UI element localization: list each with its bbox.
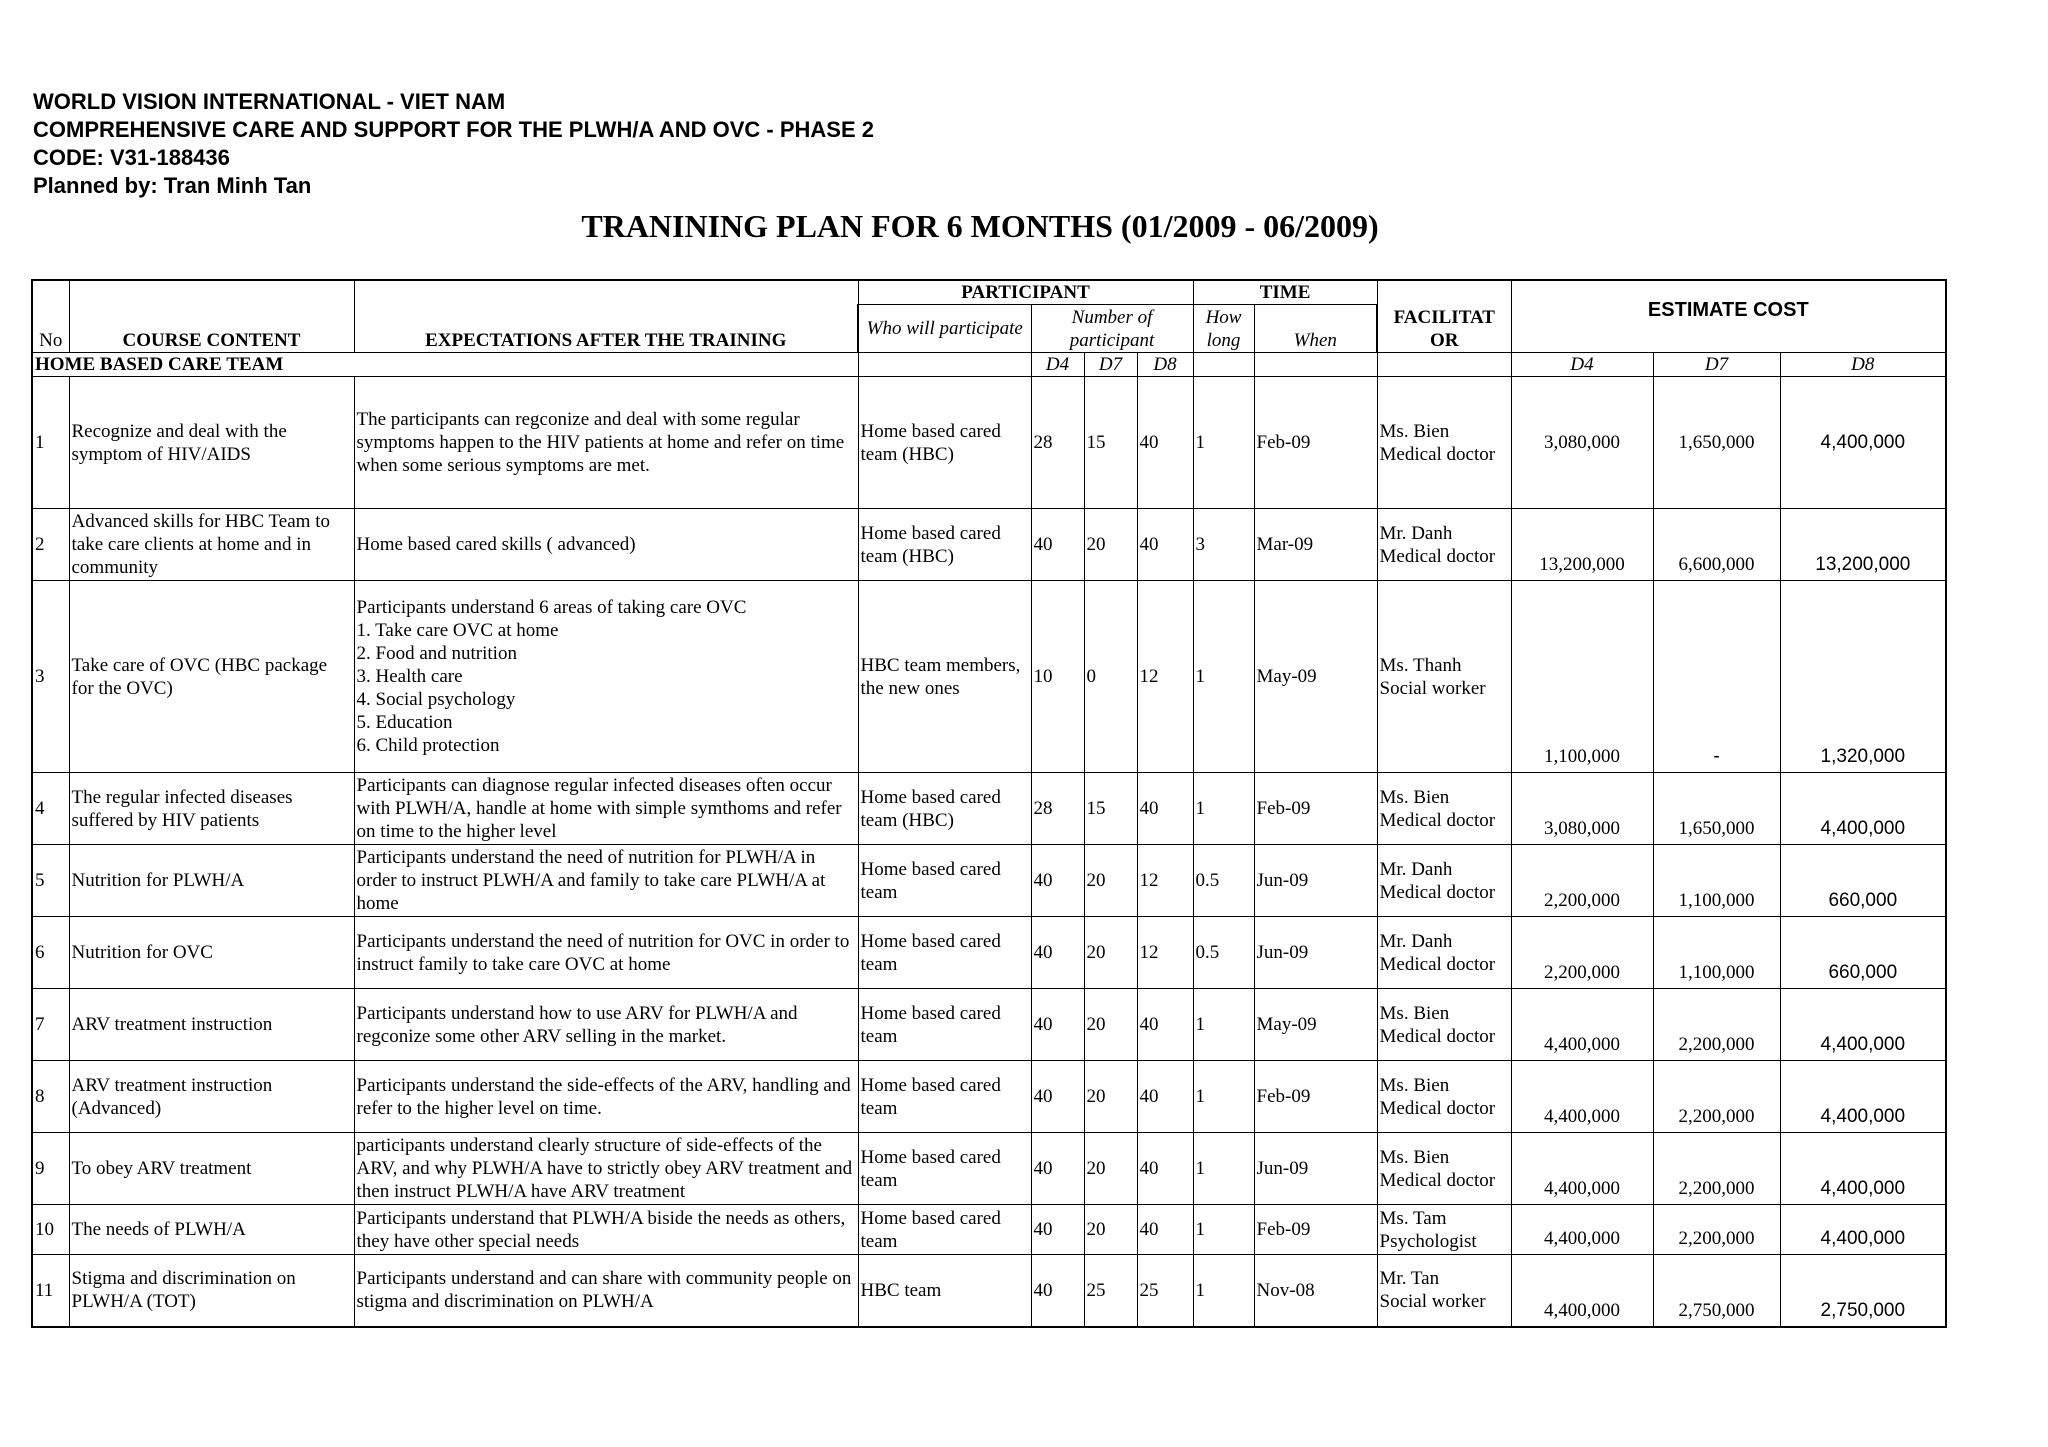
empty-cell: [1254, 353, 1377, 377]
expectation-line: Participants understand 6 areas of taking care OVC: [356, 597, 747, 618]
col-no-header: No: [32, 280, 69, 353]
expectation-line: 3. Health care: [356, 666, 463, 687]
row-facilitator: [1377, 1255, 1511, 1327]
page-title: TRANINING PLAN FOR 6 MONTHS (01/2009 - 06/2009): [581, 208, 1379, 244]
row-course: To obey ARV treatment: [69, 1133, 354, 1205]
row-how-long: 3: [1193, 509, 1254, 581]
row-cost-d8: 13,200,000: [1780, 509, 1946, 581]
row-d4: 40: [1031, 509, 1084, 581]
row-who: Home based cared team: [858, 917, 1031, 989]
table-row: [32, 377, 1946, 509]
row-cost-d8: 4,400,000: [1780, 1061, 1946, 1133]
row-d8: 40: [1137, 377, 1193, 509]
row-when: Jun-09: [1254, 845, 1377, 917]
planned-by: Planned by: Tran Minh Tan: [33, 173, 312, 198]
facilitator-line: Medical doctor: [1379, 443, 1496, 465]
row-expectations: Participants understand the need of nutrition for PLWH/A in order to instruct PLWH/A and family to take care PLWH/A at home: [354, 845, 858, 917]
table-row: [32, 989, 1946, 1061]
row-d8: 40: [1137, 509, 1193, 581]
row-cost-d4: 4,400,000: [1511, 1205, 1653, 1255]
row-who: Home based cared team: [858, 989, 1031, 1061]
row-cost-d7: 1,100,000: [1653, 845, 1780, 917]
table-row: [32, 1133, 1946, 1205]
project-code: CODE: V31-188436: [33, 145, 230, 170]
row-expectations: [354, 581, 858, 773]
col-expectations-header: EXPECTATIONS AFTER THE TRAINING: [354, 280, 858, 353]
row-cost-d4: 3,080,000: [1511, 773, 1653, 845]
row-cost-d4: 2,200,000: [1511, 917, 1653, 989]
row-facilitator: [1377, 1133, 1511, 1205]
row-facilitator: [1377, 773, 1511, 845]
facilitator-line: Medical doctor: [1379, 545, 1496, 567]
row-cost-d4: 2,200,000: [1511, 845, 1653, 917]
row-d7: 20: [1084, 1061, 1137, 1133]
row-d7: 20: [1084, 845, 1137, 917]
row-no: 10: [32, 1205, 69, 1255]
row-cost-d7: 2,200,000: [1653, 1061, 1780, 1133]
row-how-long: 1: [1193, 773, 1254, 845]
row-facilitator: [1377, 1205, 1511, 1255]
facilitator-line: Ms. Bien: [1379, 1074, 1450, 1096]
table-row: [32, 917, 1946, 989]
col-estimate-cost-header: ESTIMATE COST: [1511, 280, 1946, 353]
col-participant-header: PARTICIPANT: [858, 280, 1193, 305]
row-when: Jun-09: [1254, 917, 1377, 989]
facilitator-line: Medical doctor: [1379, 1097, 1496, 1119]
sub-d7-header: D7: [1084, 353, 1137, 377]
row-facilitator: [1377, 377, 1511, 509]
facilitator-line: Ms. Bien: [1379, 1002, 1450, 1024]
row-expectations: Participants can diagnose regular infected diseases often occur with PLWH/A, handle at home with simple symthoms and refer on time to the higher level: [354, 773, 858, 845]
row-who: HBC team: [858, 1255, 1031, 1327]
row-cost-d7: 1,100,000: [1653, 917, 1780, 989]
facilitator-line: Ms. Bien: [1379, 420, 1450, 442]
expectation-line: 5. Education: [356, 712, 453, 733]
row-cost-d4: 4,400,000: [1511, 1061, 1653, 1133]
row-how-long: 1: [1193, 1061, 1254, 1133]
col-facilitator-header: FACILITAT OR: [1377, 280, 1511, 353]
facilitator-line: Medical doctor: [1379, 1169, 1496, 1191]
row-cost-d4: 3,080,000: [1511, 377, 1653, 509]
row-d7: 20: [1084, 1205, 1137, 1255]
facilitator-line: Social worker: [1379, 1291, 1486, 1313]
col-time-header: TIME: [1193, 280, 1377, 305]
row-facilitator: [1377, 917, 1511, 989]
row-expectations: Participants understand the side-effects of the ARV, handling and refer to the higher level on time.: [354, 1061, 858, 1133]
col-number-header: Number of participant: [1031, 305, 1193, 353]
row-how-long: 1: [1193, 989, 1254, 1061]
row-how-long: 1: [1193, 581, 1254, 773]
row-cost-d8: 2,750,000: [1780, 1255, 1946, 1327]
row-cost-d8: 4,400,000: [1780, 1133, 1946, 1205]
row-cost-d7: 1,650,000: [1653, 773, 1780, 845]
row-d8: 40: [1137, 1205, 1193, 1255]
row-d7: 20: [1084, 1133, 1137, 1205]
table-row: [32, 581, 1946, 773]
row-cost-d8: 660,000: [1780, 845, 1946, 917]
row-d7: 20: [1084, 989, 1137, 1061]
row-d8: 40: [1137, 773, 1193, 845]
row-no: 5: [32, 845, 69, 917]
row-d4: 28: [1031, 773, 1084, 845]
row-who: Home based cared team: [858, 1205, 1031, 1255]
row-who: Home based cared team: [858, 1061, 1031, 1133]
row-course: Take care of OVC (HBC package for the OVC): [69, 581, 354, 773]
row-facilitator: [1377, 989, 1511, 1061]
row-expectations: Participants understand and can share with community people on stigma and discrimination on PLWH/A: [354, 1255, 858, 1327]
row-cost-d7: 2,750,000: [1653, 1255, 1780, 1327]
row-d4: 40: [1031, 917, 1084, 989]
row-d7: 15: [1084, 377, 1137, 509]
row-cost-d8: 4,400,000: [1780, 773, 1946, 845]
row-cost-d7: 1,650,000: [1653, 377, 1780, 509]
row-how-long: 0.5: [1193, 845, 1254, 917]
col-how-long-header: How long: [1193, 305, 1254, 353]
row-when: Feb-09: [1254, 1061, 1377, 1133]
facilitator-line: Ms. Bien: [1379, 786, 1450, 808]
row-d8: 12: [1137, 581, 1193, 773]
row-course: Recognize and deal with the symptom of HIV/AIDS: [69, 377, 354, 509]
row-no: 7: [32, 989, 69, 1061]
cost-d7-header: D7: [1653, 353, 1780, 377]
row-who: Home based cared team (HBC): [858, 377, 1031, 509]
row-expectations: The participants can regconize and deal with some regular symptoms happen to the HIV patients at home and refer on time when some serious symptoms are met.: [354, 377, 858, 509]
row-how-long: 1: [1193, 1133, 1254, 1205]
table-row: [32, 1061, 1946, 1133]
row-cost-d7: 6,600,000: [1653, 509, 1780, 581]
row-expectations: participants understand clearly structure of side-effects of the ARV, and why PLWH/A have to strictly obey ARV treatment and then instruct PLWH/A have ARV treatment: [354, 1133, 858, 1205]
row-no: 2: [32, 509, 69, 581]
row-course: Nutrition for PLWH/A: [69, 845, 354, 917]
row-facilitator: [1377, 581, 1511, 773]
row-no: 9: [32, 1133, 69, 1205]
cost-d4-header: D4: [1511, 353, 1653, 377]
facilitator-line: Ms. Bien: [1379, 1146, 1450, 1168]
row-no: 11: [32, 1255, 69, 1327]
row-who: HBC team members, the new ones: [858, 581, 1031, 773]
row-no: 6: [32, 917, 69, 989]
row-facilitator: [1377, 1061, 1511, 1133]
row-course: Advanced skills for HBC Team to take care clients at home and in community: [69, 509, 354, 581]
facilitator-line: Medical doctor: [1379, 1025, 1496, 1047]
row-no: 8: [32, 1061, 69, 1133]
facilitator-line: Mr. Danh: [1379, 522, 1453, 544]
row-d8: 40: [1137, 989, 1193, 1061]
facilitator-line: Mr. Danh: [1379, 858, 1453, 880]
row-d8: 40: [1137, 1061, 1193, 1133]
row-d4: 40: [1031, 1255, 1084, 1327]
facilitator-line: Psychologist: [1379, 1230, 1477, 1252]
row-who: Home based cared team: [858, 1133, 1031, 1205]
empty-cell: [1193, 353, 1254, 377]
row-when: Feb-09: [1254, 773, 1377, 845]
row-expectations: Participants understand how to use ARV for PLWH/A and regconize some other ARV selling in the market.: [354, 989, 858, 1061]
row-no: 3: [32, 581, 69, 773]
section-home-based-care: HOME BASED CARE TEAM: [32, 353, 858, 377]
row-d4: 28: [1031, 377, 1084, 509]
row-d8: 40: [1137, 1133, 1193, 1205]
table-row: [32, 773, 1946, 845]
row-who: Home based cared team (HBC): [858, 509, 1031, 581]
row-cost-d7: -: [1653, 581, 1780, 773]
col-when-header: When: [1254, 305, 1377, 353]
row-expectations: Participants understand that PLWH/A biside the needs as others, they have other special needs: [354, 1205, 858, 1255]
row-how-long: 1: [1193, 1255, 1254, 1327]
expectation-line: 1. Take care OVC at home: [356, 620, 559, 641]
row-who: Home based cared team (HBC): [858, 773, 1031, 845]
row-d4: 40: [1031, 1061, 1084, 1133]
row-no: 4: [32, 773, 69, 845]
table-row: [32, 1205, 1946, 1255]
row-how-long: 1: [1193, 377, 1254, 509]
row-course: ARV treatment instruction (Advanced): [69, 1061, 354, 1133]
row-when: Feb-09: [1254, 1205, 1377, 1255]
facilitator-line: Medical doctor: [1379, 809, 1496, 831]
row-cost-d7: 2,200,000: [1653, 1205, 1780, 1255]
row-d8: 12: [1137, 917, 1193, 989]
col-who-header: Who will participate: [858, 305, 1031, 353]
row-d7: 25: [1084, 1255, 1137, 1327]
row-expectations: Participants understand the need of nutrition for OVC in order to instruct family to take care OVC at home: [354, 917, 858, 989]
row-when: Mar-09: [1254, 509, 1377, 581]
expectation-line: 4. Social psychology: [356, 689, 516, 710]
row-d7: 20: [1084, 917, 1137, 989]
row-when: Feb-09: [1254, 377, 1377, 509]
row-cost-d7: 2,200,000: [1653, 1133, 1780, 1205]
expectation-line: 2. Food and nutrition: [356, 643, 517, 664]
row-cost-d4: 4,400,000: [1511, 1255, 1653, 1327]
project-name: COMPREHENSIVE CARE AND SUPPORT FOR THE PLWH/A AND OVC - PHASE 2: [33, 117, 874, 142]
row-cost-d4: 4,400,000: [1511, 989, 1653, 1061]
row-cost-d7: 2,200,000: [1653, 989, 1780, 1061]
row-course: ARV treatment instruction: [69, 989, 354, 1061]
table-row: [32, 845, 1946, 917]
row-course: Stigma and discrimination on PLWH/A (TOT): [69, 1255, 354, 1327]
row-when: Jun-09: [1254, 1133, 1377, 1205]
row-d7: 0: [1084, 581, 1137, 773]
org-name: WORLD VISION INTERNATIONAL - VIET NAM: [33, 89, 506, 114]
facilitator-line: Mr. Danh: [1379, 930, 1453, 952]
empty-cell: [1377, 353, 1511, 377]
facilitator-line: Ms. Thanh: [1379, 654, 1462, 676]
expectation-line: 6. Child protection: [356, 735, 500, 756]
row-facilitator: [1377, 845, 1511, 917]
row-course: The regular infected diseases suffered by HIV patients: [69, 773, 354, 845]
document-header: [33, 88, 874, 200]
row-cost-d8: 4,400,000: [1780, 989, 1946, 1061]
row-cost-d4: 13,200,000: [1511, 509, 1653, 581]
table-row: [32, 1255, 1946, 1327]
row-when: Nov-08: [1254, 1255, 1377, 1327]
row-course: Nutrition for OVC: [69, 917, 354, 989]
row-d4: 40: [1031, 845, 1084, 917]
facilitator-line: Social worker: [1379, 677, 1486, 699]
sub-d8-header: D8: [1137, 353, 1193, 377]
cost-d8-header: D8: [1780, 353, 1946, 377]
row-d7: 20: [1084, 509, 1137, 581]
row-facilitator: [1377, 509, 1511, 581]
row-how-long: 0.5: [1193, 917, 1254, 989]
row-when: May-09: [1254, 581, 1377, 773]
row-d4: 40: [1031, 1133, 1084, 1205]
row-cost-d4: 1,100,000: [1511, 581, 1653, 773]
row-d4: 10: [1031, 581, 1084, 773]
row-cost-d8: 4,400,000: [1780, 377, 1946, 509]
facilitator-line: Ms. Tam: [1379, 1207, 1447, 1229]
training-plan-table: [31, 279, 1947, 1328]
row-cost-d8: 1,320,000: [1780, 581, 1946, 773]
row-d7: 15: [1084, 773, 1137, 845]
row-d4: 40: [1031, 989, 1084, 1061]
row-when: May-09: [1254, 989, 1377, 1061]
facilitator-line: Medical doctor: [1379, 881, 1496, 903]
facilitator-line: Medical doctor: [1379, 953, 1496, 975]
row-no: 1: [32, 377, 69, 509]
row-how-long: 1: [1193, 1205, 1254, 1255]
facilitator-line: Mr. Tan: [1379, 1268, 1440, 1290]
row-expectations: Home based cared skills ( advanced): [354, 509, 858, 581]
row-d8: 12: [1137, 845, 1193, 917]
sub-d4-header: D4: [1031, 353, 1084, 377]
row-cost-d8: 4,400,000: [1780, 1205, 1946, 1255]
row-course: The needs of PLWH/A: [69, 1205, 354, 1255]
empty-cell: [858, 353, 1031, 377]
table-row: [32, 509, 1946, 581]
row-d8: 25: [1137, 1255, 1193, 1327]
row-cost-d8: 660,000: [1780, 917, 1946, 989]
row-d4: 40: [1031, 1205, 1084, 1255]
row-cost-d4: 4,400,000: [1511, 1133, 1653, 1205]
col-course-header: COURSE CONTENT: [69, 280, 354, 353]
row-who: Home based cared team: [858, 845, 1031, 917]
